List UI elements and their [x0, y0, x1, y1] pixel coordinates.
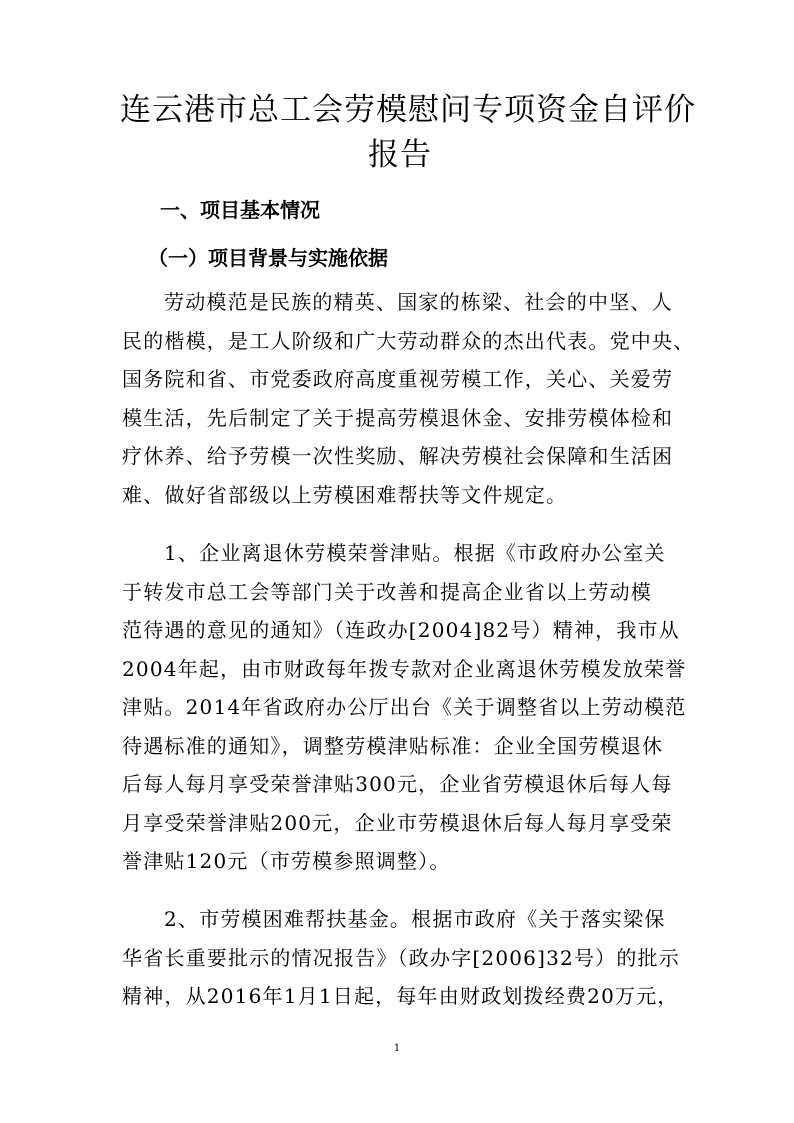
paragraph-hardship-assistance-fund — [122, 900, 680, 1016]
paragraph-background — [122, 283, 695, 514]
page-number: 1 — [393, 1043, 401, 1054]
paragraph-line: 后每人每月享受荣誉津贴300元，企业省劳模退休后每人每 — [122, 772, 673, 796]
paragraph-line: 2、市劳模困难帮扶基金。根据市政府《关于落实梁保 — [164, 907, 666, 931]
title-line: 连云港市总工会劳模慰问专项资金自评价 — [120, 92, 696, 128]
subsection-heading: （一）项目背景与实施依据 — [148, 246, 388, 270]
paragraph-labor-model-honor-allowance — [122, 534, 687, 881]
paragraph-line: 华省长重要批示的情况报告》（政办字[2006]32号）的批示 — [122, 945, 680, 970]
paragraph-line: 待遇标准的通知》，调整劳模津贴标准：企业全国劳模退休 — [122, 733, 664, 758]
paragraph-line: 2004年起，由市财政每年拨专款对企业离退休劳模发放荣誉 — [122, 656, 687, 681]
paragraph-line: 誉津贴120元（市劳模参照调整）。 — [122, 849, 451, 873]
paragraph-line: 劳动模范是民族的精英、国家的栋梁、社会的中坚、人 — [164, 290, 673, 314]
paragraph-line: 精神，从2016年1月1日起，每年由财政划拨经费20万元， — [122, 984, 679, 1008]
document-title — [120, 88, 696, 178]
paragraph-line: 津贴。2014年省政府办公厅出台《关于调整省以上劳动模范 — [122, 695, 687, 719]
paragraph-line: 月享受荣誉津贴200元，企业市劳模退休后每人每月享受荣 — [122, 810, 673, 835]
section-heading: 一、项目基本情况 — [160, 198, 320, 222]
paragraph-line: 模生活，先后制定了关于提高劳模退休金、安排劳模体检和 — [122, 405, 674, 430]
paragraph-line: 难、做好省部级以上劳模困难帮扶等文件规定。 — [122, 482, 568, 507]
paragraph-line: 范待遇的意见的通知》（连政办[2004]82号）精神，我市从 — [122, 618, 680, 642]
paragraph-line: 民的楷模，是工人阶级和广大劳动群众的杰出代表。党中央、 — [122, 328, 695, 353]
title-line: 报告 — [368, 137, 432, 173]
paragraph-line: 1、企业离退休劳模荣誉津贴。根据《市政府办公室关 — [164, 541, 666, 565]
paragraph-line: 于转发市总工会等部门关于改善和提高企业省以上劳动模 — [122, 579, 652, 604]
paragraph-line: 国务院和省、市党委政府高度重视劳模工作，关心、关爱劳 — [122, 367, 674, 391]
paragraph-line: 疗休养、给予劳模一次性奖励、解决劳模社会保障和生活困 — [122, 444, 674, 468]
